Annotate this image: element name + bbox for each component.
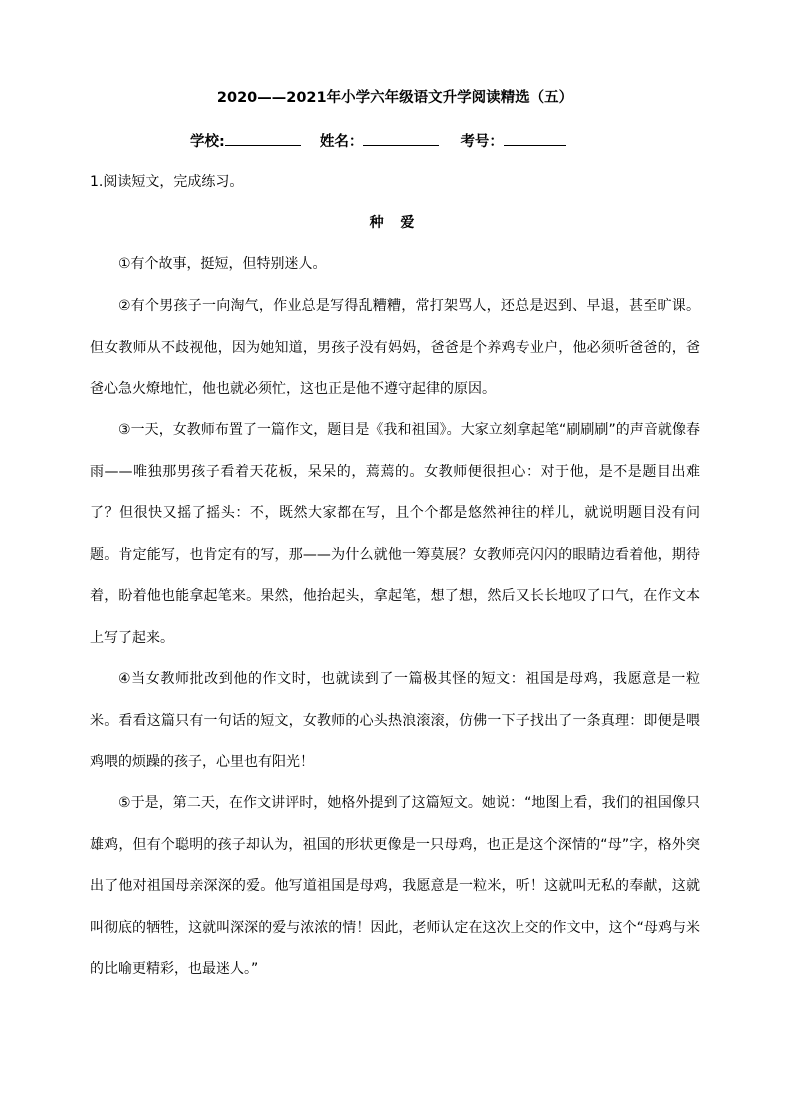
essay-paragraph-4: ④当女教师批改到他的作文时，也就读到了一篇极其怪的短文：祖国是母鸡，我愿意是一粒米。看看这篇只有一句话的短文，女教师的心头热浪滚滚，仿佛一下子找出了一条真理：即便是喂鸡喂的烦躁的孩子，心里也有阳光！ <box>90 671 700 770</box>
student-info-line <box>190 130 566 152</box>
name-label: 姓名： <box>319 134 364 150</box>
essay-paragraph-3: ③一天，女教师布置了一篇作文，题目是《我和祖国》。大家立刻拿起笔“刷刷刷”的声音就像春雨——唯独那男孩子看着天花板，呆呆的，蔫蔫的。女教师便很担心：对于他，是不是题目出难了？但很快又摇了摇头：不，既然大家都在写，且个个都是悠然神往的样儿，就说明题目没有问题。肯定能写，也肯定有的写，那——为什么就他一筹莫展？女教师亮闪闪的眼睛边看着他，期待着，盼着他也能拿起笔来。果然，他抬起头，拿起笔，想了想，然后又长长地叹了口气，在作文本上写了起来。 <box>90 422 700 646</box>
school-label: 学校: <box>190 134 225 150</box>
exam-no-blank[interactable] <box>504 130 566 146</box>
question-prompt: 1.阅读短文，完成练习。 <box>90 174 244 190</box>
essay-paragraph-5: ⑤于是，第二天，在作文讲评时，她格外提到了这篇短文。她说：“地图上看，我们的祖国像只雄鸡，但有个聪明的孩子却认为，祖国的形状更像是一只母鸡，也正是这个深情的“母”字，格外突出了他对祖国母亲深深的爱。他写道祖国是母鸡，我愿意是一粒米，听！这就叫无私的奉献，这就叫彻底的牺牲，这就叫深深的爱与浓浓的情！因此，老师认定在这次上交的作文中，这个“母鸡与米的比喻更精彩，也最迷人。” <box>90 795 700 977</box>
school-blank[interactable] <box>225 130 301 146</box>
essay-paragraph-1: ①有个故事，挺短，但特别迷人。 <box>118 256 327 272</box>
essay-paragraph-2: ②有个男孩子一向淘气，作业总是写得乱糟糟，常打架骂人，还总是迟到、早退，甚至旷课。但女教师从不歧视他，因为她知道，男孩子没有妈妈，爸爸是个养鸡专业户，他必须听爸爸的，爸爸心急火燎地忙，他也就必须忙，这也正是他不遵守起律的原因。 <box>90 298 700 397</box>
exam-no-label: 考号： <box>460 134 504 150</box>
essay-title: 种 爱 <box>369 215 421 231</box>
name-blank[interactable] <box>363 130 439 146</box>
document-title: 2020——2021年小学六年级语文升学阅读精选（五） <box>216 90 574 106</box>
